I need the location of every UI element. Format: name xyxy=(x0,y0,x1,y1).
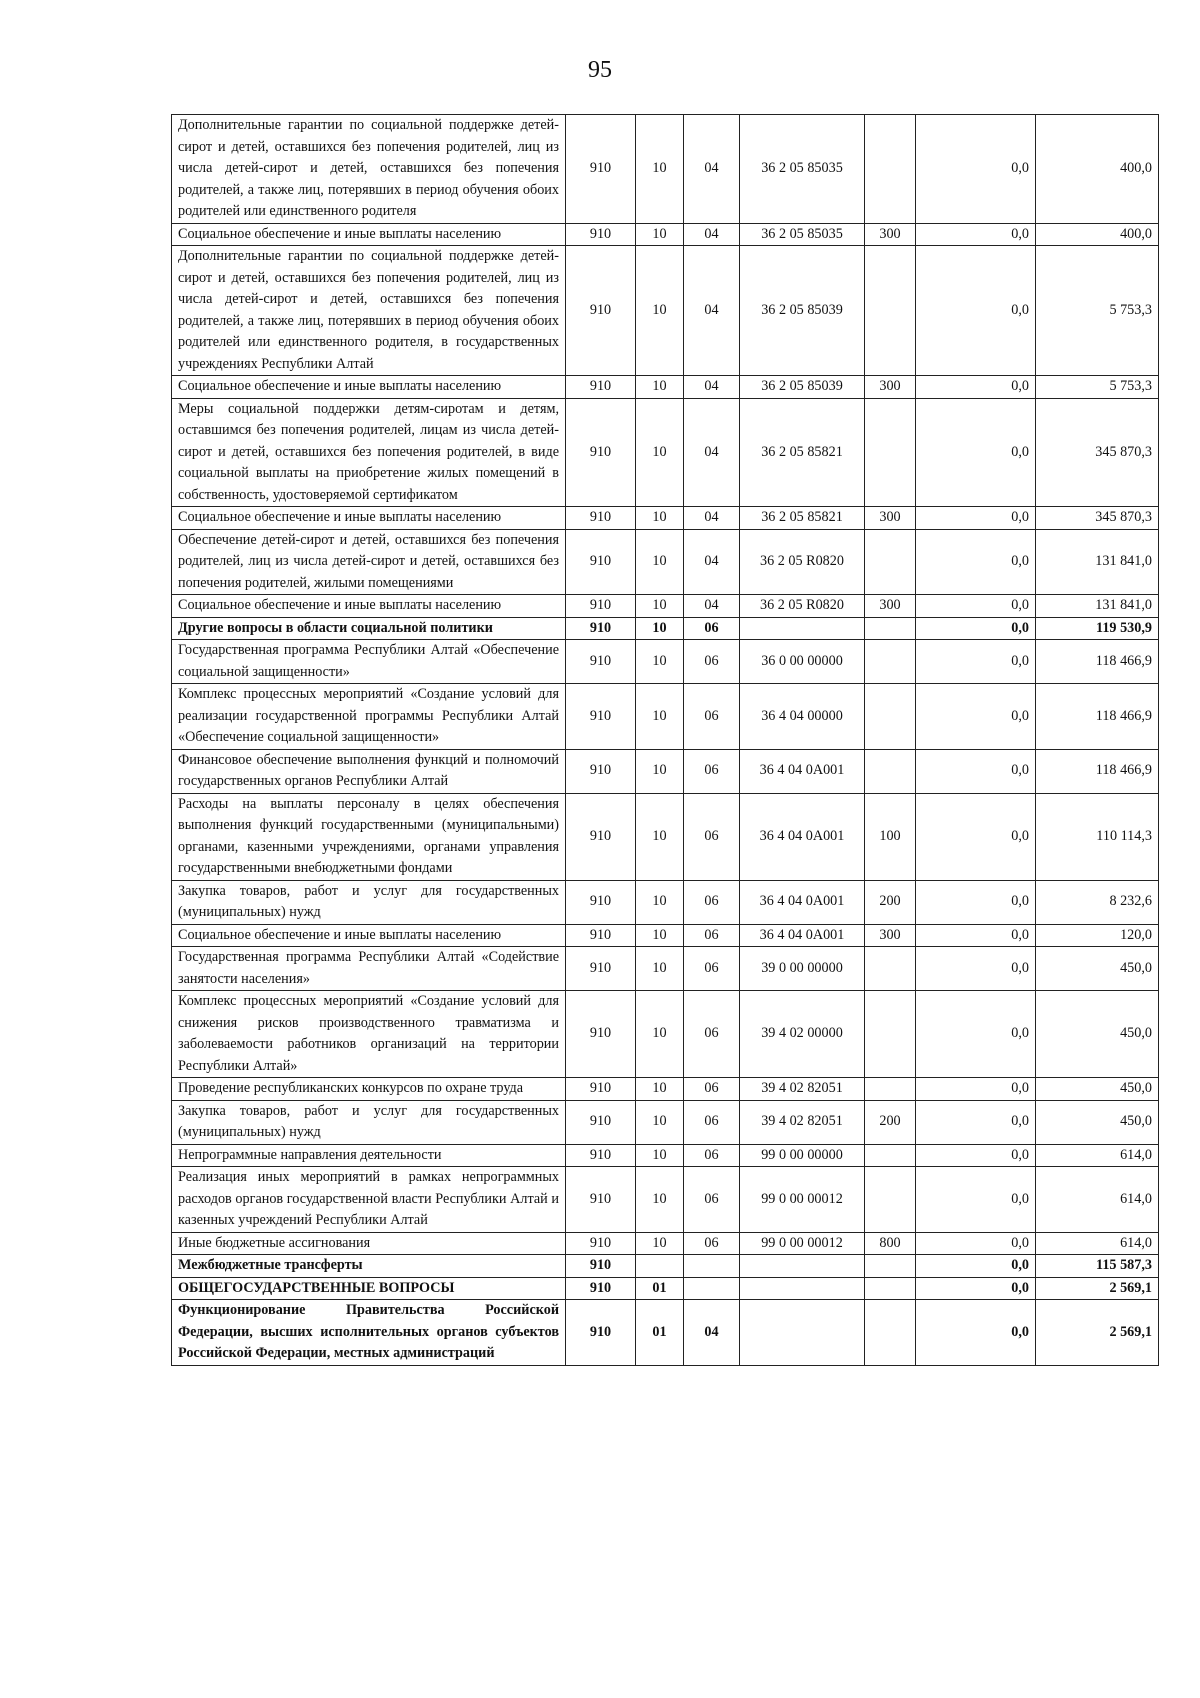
amount-1: 0,0 xyxy=(916,1277,1036,1300)
row-name: Государственная программа Республики Алтай «Содействие занятости населения» xyxy=(172,947,566,991)
row-name: Проведение республиканских конкурсов по охране труда xyxy=(172,1078,566,1101)
expense-type-code xyxy=(865,1255,916,1278)
section-code: 10 xyxy=(636,947,684,991)
section-code: 10 xyxy=(636,880,684,924)
ministry-code: 910 xyxy=(566,1167,636,1233)
ministry-code: 910 xyxy=(566,991,636,1078)
row-name: Другие вопросы в области социальной политики xyxy=(172,617,566,640)
table-row xyxy=(172,880,1159,924)
amount-2: 110 114,3 xyxy=(1036,793,1159,880)
section-code: 10 xyxy=(636,246,684,376)
subsection-code: 06 xyxy=(684,640,740,684)
subsection-code xyxy=(684,1255,740,1278)
row-name: Непрограммные направления деятельности xyxy=(172,1144,566,1167)
row-name: Меры социальной поддержки детям-сиротам и детям, оставшимся без попечения родителей, лицам из числа детей-сирот и детей, оставшихся без попечения родителей, в виде социальной выплаты на приобретение жилых помещений в собственность, удостоверяемой сертификатом xyxy=(172,398,566,507)
ministry-code: 910 xyxy=(566,793,636,880)
expense-type-code xyxy=(865,1277,916,1300)
subsection-code: 06 xyxy=(684,1100,740,1144)
ministry-code: 910 xyxy=(566,684,636,750)
subsection-code: 06 xyxy=(684,947,740,991)
amount-2: 614,0 xyxy=(1036,1232,1159,1255)
table-row xyxy=(172,1300,1159,1366)
amount-2: 119 530,9 xyxy=(1036,617,1159,640)
amount-1: 0,0 xyxy=(916,684,1036,750)
section-code: 10 xyxy=(636,529,684,595)
section-code: 10 xyxy=(636,640,684,684)
expense-type-code: 300 xyxy=(865,507,916,530)
amount-1: 0,0 xyxy=(916,115,1036,224)
table-row xyxy=(172,684,1159,750)
ministry-code: 910 xyxy=(566,1100,636,1144)
row-name: Дополнительные гарантии по социальной поддержке детей-сирот и детей, оставшихся без попечения родителей, лиц из числа детей-сирот и детей, оставшихся без попечения родителей, а также лиц, потерявших в период обучения обоих родителей или единственного родителя xyxy=(172,115,566,224)
table-row xyxy=(172,947,1159,991)
amount-1: 0,0 xyxy=(916,1100,1036,1144)
budget-table xyxy=(171,114,1159,1366)
section-code: 10 xyxy=(636,398,684,507)
target-article-code: 36 2 05 85039 xyxy=(740,376,865,399)
row-name: Межбюджетные трансферты xyxy=(172,1255,566,1278)
expense-type-code xyxy=(865,684,916,750)
ministry-code: 910 xyxy=(566,376,636,399)
ministry-code: 910 xyxy=(566,595,636,618)
table-row xyxy=(172,617,1159,640)
section-code: 10 xyxy=(636,924,684,947)
target-article-code xyxy=(740,1277,865,1300)
amount-2: 400,0 xyxy=(1036,115,1159,224)
subsection-code: 04 xyxy=(684,529,740,595)
target-article-code xyxy=(740,1300,865,1366)
table-row xyxy=(172,115,1159,224)
expense-type-code xyxy=(865,947,916,991)
subsection-code: 04 xyxy=(684,376,740,399)
expense-type-code: 200 xyxy=(865,1100,916,1144)
amount-2: 2 569,1 xyxy=(1036,1277,1159,1300)
amount-2: 8 232,6 xyxy=(1036,880,1159,924)
subsection-code: 06 xyxy=(684,991,740,1078)
target-article-code: 36 2 05 85821 xyxy=(740,398,865,507)
ministry-code: 910 xyxy=(566,246,636,376)
amount-2: 450,0 xyxy=(1036,947,1159,991)
amount-1: 0,0 xyxy=(916,376,1036,399)
table-row xyxy=(172,793,1159,880)
table-row xyxy=(172,595,1159,618)
target-article-code: 36 2 05 85035 xyxy=(740,115,865,224)
amount-2: 5 753,3 xyxy=(1036,376,1159,399)
target-article-code: 36 0 00 00000 xyxy=(740,640,865,684)
section-code: 10 xyxy=(636,749,684,793)
amount-1: 0,0 xyxy=(916,246,1036,376)
section-code: 10 xyxy=(636,1232,684,1255)
ministry-code: 910 xyxy=(566,749,636,793)
amount-2: 345 870,3 xyxy=(1036,398,1159,507)
subsection-code: 06 xyxy=(684,924,740,947)
section-code: 01 xyxy=(636,1277,684,1300)
section-code xyxy=(636,1255,684,1278)
amount-2: 118 466,9 xyxy=(1036,749,1159,793)
section-code: 10 xyxy=(636,1100,684,1144)
expense-type-code: 300 xyxy=(865,223,916,246)
section-code: 10 xyxy=(636,684,684,750)
ministry-code: 910 xyxy=(566,529,636,595)
amount-2: 614,0 xyxy=(1036,1167,1159,1233)
row-name: Закупка товаров, работ и услуг для государственных (муниципальных) нужд xyxy=(172,880,566,924)
expense-type-code xyxy=(865,1167,916,1233)
amount-1: 0,0 xyxy=(916,398,1036,507)
table-row xyxy=(172,398,1159,507)
target-article-code: 39 4 02 00000 xyxy=(740,991,865,1078)
target-article-code xyxy=(740,1255,865,1278)
table-row xyxy=(172,749,1159,793)
target-article-code xyxy=(740,617,865,640)
amount-2: 120,0 xyxy=(1036,924,1159,947)
section-code: 10 xyxy=(636,617,684,640)
amount-2: 5 753,3 xyxy=(1036,246,1159,376)
amount-1: 0,0 xyxy=(916,793,1036,880)
expense-type-code: 800 xyxy=(865,1232,916,1255)
amount-2: 450,0 xyxy=(1036,991,1159,1078)
section-code: 10 xyxy=(636,991,684,1078)
target-article-code: 36 4 04 0А001 xyxy=(740,793,865,880)
expense-type-code xyxy=(865,1144,916,1167)
section-code: 01 xyxy=(636,1300,684,1366)
table-row xyxy=(172,376,1159,399)
amount-2: 450,0 xyxy=(1036,1100,1159,1144)
amount-2: 400,0 xyxy=(1036,223,1159,246)
amount-1: 0,0 xyxy=(916,640,1036,684)
subsection-code: 06 xyxy=(684,617,740,640)
target-article-code: 36 4 04 0А001 xyxy=(740,749,865,793)
amount-2: 614,0 xyxy=(1036,1144,1159,1167)
subsection-code xyxy=(684,1277,740,1300)
row-name: Закупка товаров, работ и услуг для государственных (муниципальных) нужд xyxy=(172,1100,566,1144)
ministry-code: 910 xyxy=(566,880,636,924)
ministry-code: 910 xyxy=(566,640,636,684)
table-row xyxy=(172,1167,1159,1233)
subsection-code: 04 xyxy=(684,507,740,530)
target-article-code: 36 2 05 85821 xyxy=(740,507,865,530)
table-row xyxy=(172,1078,1159,1101)
subsection-code: 04 xyxy=(684,595,740,618)
ministry-code: 910 xyxy=(566,617,636,640)
expense-type-code: 200 xyxy=(865,880,916,924)
row-name: Иные бюджетные ассигнования xyxy=(172,1232,566,1255)
table-row xyxy=(172,1144,1159,1167)
subsection-code: 04 xyxy=(684,223,740,246)
table-row xyxy=(172,1277,1159,1300)
section-code: 10 xyxy=(636,595,684,618)
ministry-code: 910 xyxy=(566,1144,636,1167)
section-code: 10 xyxy=(636,115,684,224)
amount-1: 0,0 xyxy=(916,1078,1036,1101)
target-article-code: 36 4 04 0А001 xyxy=(740,880,865,924)
ministry-code: 910 xyxy=(566,398,636,507)
amount-2: 2 569,1 xyxy=(1036,1300,1159,1366)
amount-2: 115 587,3 xyxy=(1036,1255,1159,1278)
expense-type-code xyxy=(865,749,916,793)
expense-type-code xyxy=(865,115,916,224)
amount-1: 0,0 xyxy=(916,507,1036,530)
amount-2: 131 841,0 xyxy=(1036,595,1159,618)
table-row xyxy=(172,1255,1159,1278)
section-code: 10 xyxy=(636,376,684,399)
target-article-code: 39 4 02 82051 xyxy=(740,1078,865,1101)
row-name: Обеспечение детей-сирот и детей, оставшихся без попечения родителей, лиц из числа детей-сирот и детей, оставшихся без попечения родителей, жилыми помещениями xyxy=(172,529,566,595)
table-body xyxy=(172,115,1159,1366)
subsection-code: 04 xyxy=(684,246,740,376)
target-article-code: 36 2 05 R0820 xyxy=(740,529,865,595)
ministry-code: 910 xyxy=(566,223,636,246)
amount-1: 0,0 xyxy=(916,223,1036,246)
row-name: Государственная программа Республики Алтай «Обеспечение социальной защищенности» xyxy=(172,640,566,684)
amount-2: 118 466,9 xyxy=(1036,684,1159,750)
subsection-code: 06 xyxy=(684,1232,740,1255)
table-row xyxy=(172,991,1159,1078)
expense-type-code: 100 xyxy=(865,793,916,880)
expense-type-code xyxy=(865,1300,916,1366)
expense-type-code: 300 xyxy=(865,595,916,618)
target-article-code: 39 4 02 82051 xyxy=(740,1100,865,1144)
ministry-code: 910 xyxy=(566,1300,636,1366)
amount-1: 0,0 xyxy=(916,529,1036,595)
amount-1: 0,0 xyxy=(916,991,1036,1078)
subsection-code: 06 xyxy=(684,684,740,750)
amount-1: 0,0 xyxy=(916,924,1036,947)
target-article-code: 36 2 05 85039 xyxy=(740,246,865,376)
row-name: Социальное обеспечение и иные выплаты населению xyxy=(172,223,566,246)
subsection-code: 04 xyxy=(684,1300,740,1366)
ministry-code: 910 xyxy=(566,115,636,224)
row-name: Комплекс процессных мероприятий «Создание условий для реализации государственной программы Республики Алтай «Обеспечение социальной защищенности» xyxy=(172,684,566,750)
page-number: 95 xyxy=(588,57,612,83)
target-article-code: 36 4 04 00000 xyxy=(740,684,865,750)
section-code: 10 xyxy=(636,1167,684,1233)
row-name: Социальное обеспечение и иные выплаты населению xyxy=(172,924,566,947)
subsection-code: 06 xyxy=(684,1144,740,1167)
section-code: 10 xyxy=(636,793,684,880)
amount-2: 131 841,0 xyxy=(1036,529,1159,595)
amount-1: 0,0 xyxy=(916,880,1036,924)
row-name: Социальное обеспечение и иные выплаты населению xyxy=(172,507,566,530)
expense-type-code xyxy=(865,991,916,1078)
amount-2: 118 466,9 xyxy=(1036,640,1159,684)
target-article-code: 99 0 00 00012 xyxy=(740,1232,865,1255)
row-name: Реализация иных мероприятий в рамках непрограммных расходов органов государственной власти Республики Алтай и казенных учреждений Республики Алтай xyxy=(172,1167,566,1233)
amount-1: 0,0 xyxy=(916,1167,1036,1233)
table-row xyxy=(172,246,1159,376)
amount-1: 0,0 xyxy=(916,1232,1036,1255)
row-name: Расходы на выплаты персоналу в целях обеспечения выполнения функций государственными (муниципальными) органами, казенными учреждениями, органами управления государственными внебюджетными фондами xyxy=(172,793,566,880)
subsection-code: 06 xyxy=(684,793,740,880)
section-code: 10 xyxy=(636,223,684,246)
ministry-code: 910 xyxy=(566,507,636,530)
amount-2: 345 870,3 xyxy=(1036,507,1159,530)
row-name: Социальное обеспечение и иные выплаты населению xyxy=(172,595,566,618)
amount-1: 0,0 xyxy=(916,617,1036,640)
row-name: Функционирование Правительства Российской Федерации, высших исполнительных органов субъектов Российской Федерации, местных администраций xyxy=(172,1300,566,1366)
ministry-code: 910 xyxy=(566,1232,636,1255)
amount-1: 0,0 xyxy=(916,1300,1036,1366)
expense-type-code: 300 xyxy=(865,924,916,947)
row-name: ОБЩЕГОСУДАРСТВЕННЫЕ ВОПРОСЫ xyxy=(172,1277,566,1300)
ministry-code: 910 xyxy=(566,1277,636,1300)
expense-type-code xyxy=(865,246,916,376)
target-article-code: 99 0 00 00012 xyxy=(740,1167,865,1233)
row-name: Финансовое обеспечение выполнения функций и полномочий государственных органов Республики Алтай xyxy=(172,749,566,793)
table-row xyxy=(172,640,1159,684)
expense-type-code xyxy=(865,1078,916,1101)
target-article-code: 39 0 00 00000 xyxy=(740,947,865,991)
expense-type-code xyxy=(865,640,916,684)
row-name: Дополнительные гарантии по социальной поддержке детей-сирот и детей, оставшихся без попечения родителей, лиц из числа детей-сирот и детей, оставшихся без попечения родителей, а также лиц, потерявших в период обучения обоих родителей или единственного родителя, в государственных учреждениях Республики Алтай xyxy=(172,246,566,376)
amount-1: 0,0 xyxy=(916,947,1036,991)
subsection-code: 06 xyxy=(684,880,740,924)
ministry-code: 910 xyxy=(566,1078,636,1101)
table-row xyxy=(172,529,1159,595)
table-row xyxy=(172,223,1159,246)
amount-1: 0,0 xyxy=(916,595,1036,618)
ministry-code: 910 xyxy=(566,947,636,991)
subsection-code: 06 xyxy=(684,749,740,793)
ministry-code: 910 xyxy=(566,924,636,947)
table-row xyxy=(172,507,1159,530)
target-article-code: 99 0 00 00000 xyxy=(740,1144,865,1167)
subsection-code: 06 xyxy=(684,1167,740,1233)
section-code: 10 xyxy=(636,1144,684,1167)
amount-1: 0,0 xyxy=(916,1255,1036,1278)
expense-type-code xyxy=(865,617,916,640)
subsection-code: 04 xyxy=(684,398,740,507)
table-row xyxy=(172,1100,1159,1144)
row-name: Комплекс процессных мероприятий «Создание условий для снижения рисков производственного травматизма и заболеваемости работников организаций на территории Республики Алтай» xyxy=(172,991,566,1078)
subsection-code: 04 xyxy=(684,115,740,224)
table-row xyxy=(172,924,1159,947)
target-article-code: 36 2 05 85035 xyxy=(740,223,865,246)
section-code: 10 xyxy=(636,507,684,530)
subsection-code: 06 xyxy=(684,1078,740,1101)
table-row xyxy=(172,1232,1159,1255)
expense-type-code xyxy=(865,529,916,595)
target-article-code: 36 4 04 0А001 xyxy=(740,924,865,947)
amount-2: 450,0 xyxy=(1036,1078,1159,1101)
expense-type-code xyxy=(865,398,916,507)
amount-1: 0,0 xyxy=(916,749,1036,793)
expense-type-code: 300 xyxy=(865,376,916,399)
amount-1: 0,0 xyxy=(916,1144,1036,1167)
row-name: Социальное обеспечение и иные выплаты населению xyxy=(172,376,566,399)
section-code: 10 xyxy=(636,1078,684,1101)
ministry-code: 910 xyxy=(566,1255,636,1278)
target-article-code: 36 2 05 R0820 xyxy=(740,595,865,618)
